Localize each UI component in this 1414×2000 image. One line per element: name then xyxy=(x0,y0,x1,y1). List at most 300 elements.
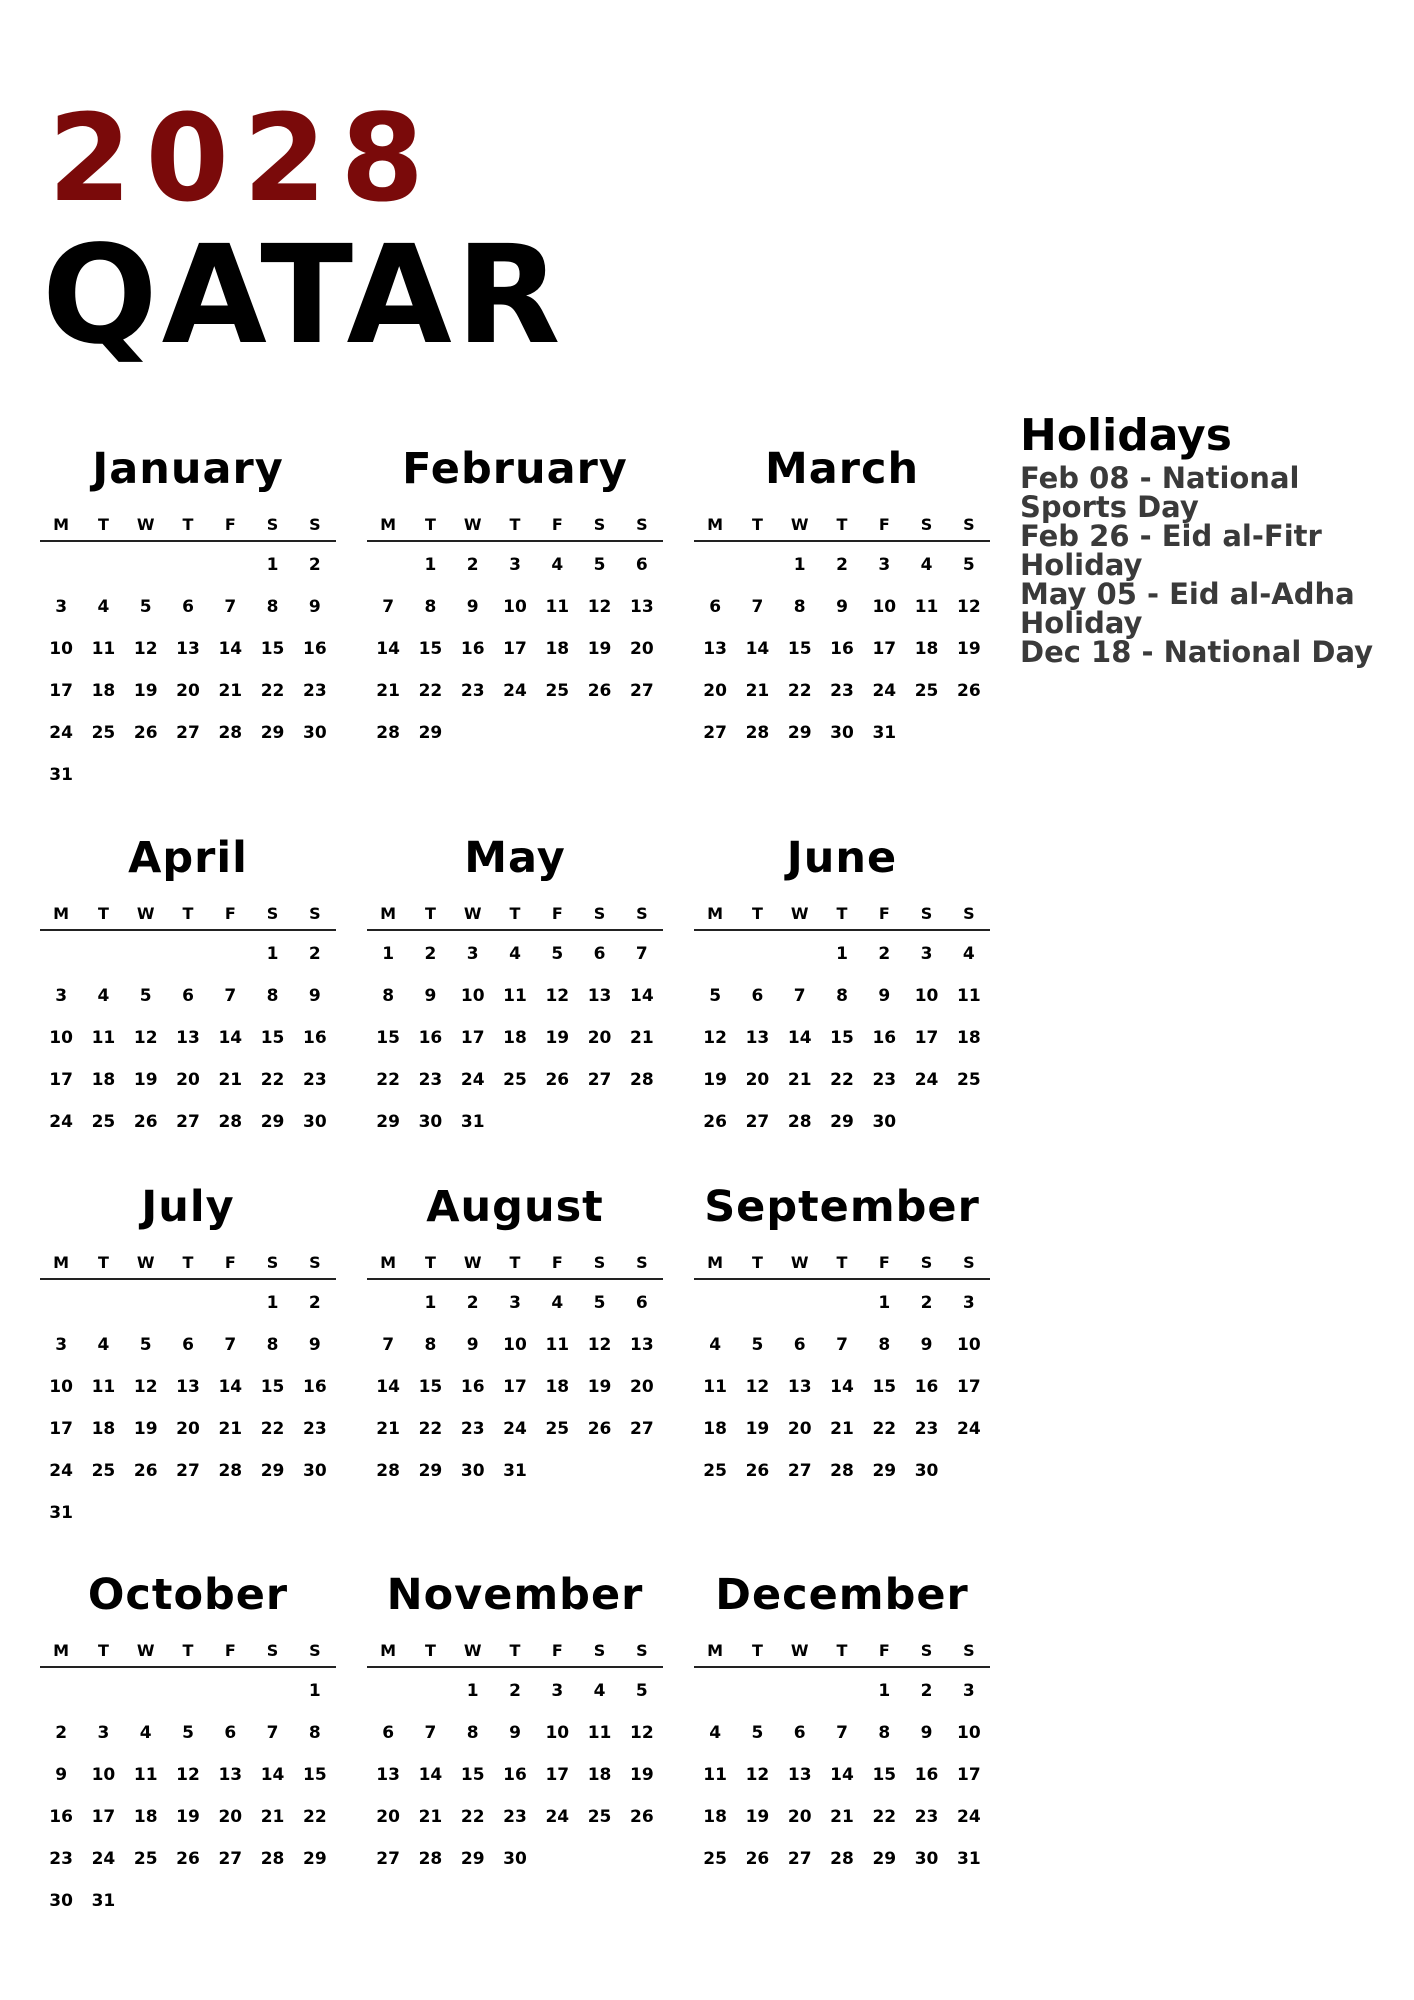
day-cell: 12 xyxy=(587,1335,612,1355)
day-cell: 16 xyxy=(49,1807,73,1827)
holiday-item: Dec 18 - National Day xyxy=(1020,635,1374,670)
day-cell: 28 xyxy=(218,1461,243,1481)
weekday-label: T xyxy=(509,1253,521,1272)
day-cell: 28 xyxy=(376,1461,400,1481)
month-name: December xyxy=(715,1570,969,1620)
day-cell: 3 xyxy=(920,944,933,964)
weekday-label: F xyxy=(551,1641,563,1660)
day-cell: 30 xyxy=(460,1461,485,1481)
day-cell: 16 xyxy=(418,1028,443,1048)
day-cell: 29 xyxy=(260,1112,285,1132)
day-cell: 7 xyxy=(836,1335,848,1355)
weekday-header xyxy=(694,1636,990,1668)
day-cell: 1 xyxy=(836,944,848,964)
day-cell: 2 xyxy=(55,1723,68,1743)
month-name: July xyxy=(141,1182,235,1232)
day-cell: 15 xyxy=(303,1765,327,1785)
day-cell: 27 xyxy=(176,1112,200,1132)
day-blank xyxy=(82,933,124,975)
weekday-label: W xyxy=(790,1641,809,1660)
month-october xyxy=(40,1566,336,1922)
day-cell: 10 xyxy=(545,1723,570,1743)
holiday-item: May 05 - Eid al-Adha Holiday xyxy=(1020,577,1355,641)
day-cell: 15 xyxy=(872,1377,897,1397)
day-cell: 28 xyxy=(830,1849,854,1869)
days-grid xyxy=(40,1670,336,1922)
day-cell: 5 xyxy=(593,1293,606,1313)
day-cell: 1 xyxy=(466,1681,479,1701)
day-cell: 5 xyxy=(139,986,152,1006)
day-blank xyxy=(125,933,167,975)
day-cell: 2 xyxy=(878,944,891,964)
day-cell: 29 xyxy=(872,1461,897,1481)
day-cell: 26 xyxy=(133,1461,158,1481)
day-cell: 29 xyxy=(260,723,285,743)
day-cell: 27 xyxy=(376,1849,400,1869)
day-blank xyxy=(251,1670,293,1712)
day-cell: 16 xyxy=(303,1028,327,1048)
day-cell: 10 xyxy=(503,597,527,617)
day-cell: 1 xyxy=(266,944,279,964)
day-cell: 7 xyxy=(224,986,237,1006)
day-cell: 20 xyxy=(587,1028,612,1048)
day-cell: 22 xyxy=(260,1419,285,1439)
day-blank xyxy=(167,1670,209,1712)
day-cell: 3 xyxy=(962,1293,975,1313)
day-cell: 20 xyxy=(703,681,727,701)
weekday-label: T xyxy=(424,904,436,923)
day-cell: 27 xyxy=(703,723,727,743)
day-cell: 25 xyxy=(503,1070,527,1090)
day-cell: 6 xyxy=(182,986,194,1006)
day-cell: 29 xyxy=(460,1849,485,1869)
day-cell: 21 xyxy=(787,1070,812,1090)
day-cell: 17 xyxy=(957,1765,981,1785)
day-cell: 28 xyxy=(418,1849,443,1869)
day-cell: 26 xyxy=(745,1849,770,1869)
month-name: May xyxy=(464,833,566,883)
holiday-item: Feb 26 - Eid al-Fitr Holiday xyxy=(1020,519,1322,583)
day-blank xyxy=(367,1282,409,1324)
day-cell: 10 xyxy=(460,986,485,1006)
weekday-label: S xyxy=(266,1641,279,1660)
weekday-label: F xyxy=(878,515,890,534)
day-blank xyxy=(694,1670,736,1712)
day-blank xyxy=(40,1670,82,1712)
day-cell: 18 xyxy=(133,1807,158,1827)
day-cell: 19 xyxy=(587,1377,612,1397)
day-cell: 26 xyxy=(703,1112,727,1132)
day-cell: 7 xyxy=(836,1723,848,1743)
day-blank xyxy=(167,544,209,586)
day-cell: 27 xyxy=(630,681,654,701)
day-cell: 21 xyxy=(630,1028,654,1048)
day-cell: 4 xyxy=(509,944,521,964)
day-blank xyxy=(736,1282,778,1324)
day-cell: 12 xyxy=(957,597,981,617)
day-cell: 17 xyxy=(914,1028,939,1048)
day-cell: 18 xyxy=(703,1807,727,1827)
day-cell: 2 xyxy=(920,1293,933,1313)
day-cell: 6 xyxy=(793,1723,806,1743)
year-title: 2028 xyxy=(48,90,438,229)
day-cell: 3 xyxy=(55,986,68,1006)
day-cell: 3 xyxy=(55,1335,68,1355)
weekday-label: S xyxy=(309,904,321,923)
weekday-label: T xyxy=(97,515,109,534)
day-cell: 16 xyxy=(914,1765,939,1785)
day-cell: 7 xyxy=(382,597,395,617)
day-cell: 6 xyxy=(793,1335,806,1355)
day-blank xyxy=(40,933,82,975)
day-cell: 11 xyxy=(587,1723,612,1743)
weekday-label: F xyxy=(551,1253,563,1272)
weekday-label: S xyxy=(309,1253,321,1272)
holidays-panel xyxy=(1020,410,1390,670)
day-cell: 31 xyxy=(91,1891,116,1911)
day-cell: 26 xyxy=(133,723,158,743)
days-grid xyxy=(694,544,990,754)
weekday-label: T xyxy=(424,515,436,534)
day-cell: 8 xyxy=(424,1335,437,1355)
day-cell: 25 xyxy=(703,1849,727,1869)
day-cell: 12 xyxy=(587,597,612,617)
day-cell: 24 xyxy=(957,1419,981,1439)
weekday-label: T xyxy=(97,1253,109,1272)
day-cell: 12 xyxy=(176,1765,200,1785)
day-cell: 3 xyxy=(509,555,521,575)
weekday-label: W xyxy=(790,904,809,923)
day-cell: 24 xyxy=(49,1461,73,1481)
days-grid xyxy=(367,1670,663,1880)
days-grid xyxy=(694,1670,990,1880)
day-cell: 1 xyxy=(382,944,395,964)
day-cell: 24 xyxy=(503,1419,527,1439)
day-cell: 11 xyxy=(503,986,527,1006)
day-cell: 7 xyxy=(224,1335,237,1355)
day-cell: 7 xyxy=(751,597,764,617)
weekday-label: W xyxy=(463,515,482,534)
day-cell: 13 xyxy=(745,1028,770,1048)
day-blank xyxy=(736,1670,778,1712)
month-january xyxy=(40,440,336,796)
day-cell: 8 xyxy=(266,597,279,617)
day-cell: 8 xyxy=(382,986,395,1006)
day-cell: 21 xyxy=(376,681,400,701)
day-cell: 13 xyxy=(787,1377,812,1397)
day-cell: 10 xyxy=(49,1028,73,1048)
day-cell: 10 xyxy=(91,1765,116,1785)
day-cell: 29 xyxy=(787,723,812,743)
day-cell: 22 xyxy=(787,681,812,701)
day-cell: 30 xyxy=(49,1891,73,1911)
day-cell: 14 xyxy=(830,1765,854,1785)
day-cell: 4 xyxy=(593,1681,606,1701)
day-cell: 26 xyxy=(133,1112,158,1132)
day-cell: 10 xyxy=(957,1723,981,1743)
month-june xyxy=(694,829,990,1143)
day-cell: 30 xyxy=(872,1112,897,1132)
day-cell: 28 xyxy=(376,723,400,743)
weekday-label: M xyxy=(380,515,397,534)
day-cell: 11 xyxy=(545,597,570,617)
day-cell: 1 xyxy=(308,1681,321,1701)
weekday-label: M xyxy=(707,1253,724,1272)
day-cell: 26 xyxy=(587,681,612,701)
day-cell: 26 xyxy=(176,1849,200,1869)
weekday-label: F xyxy=(551,515,563,534)
day-cell: 24 xyxy=(914,1070,939,1090)
weekday-label: S xyxy=(593,1641,606,1660)
day-cell: 6 xyxy=(224,1723,237,1743)
weekday-label: W xyxy=(136,1253,155,1272)
day-cell: 21 xyxy=(260,1807,285,1827)
weekday-label: F xyxy=(878,1641,890,1660)
day-cell: 1 xyxy=(424,1293,437,1313)
day-cell: 29 xyxy=(418,1461,443,1481)
day-blank xyxy=(409,1670,451,1712)
day-cell: 4 xyxy=(709,1723,722,1743)
days-grid xyxy=(40,544,336,796)
day-cell: 3 xyxy=(962,1681,975,1701)
day-blank xyxy=(40,544,82,586)
day-blank xyxy=(694,1282,736,1324)
days-grid xyxy=(694,1282,990,1492)
day-cell: 13 xyxy=(630,1335,654,1355)
day-cell: 25 xyxy=(91,1461,116,1481)
day-cell: 30 xyxy=(303,723,327,743)
day-cell: 1 xyxy=(266,1293,279,1313)
day-cell: 21 xyxy=(218,1419,243,1439)
day-cell: 25 xyxy=(133,1849,158,1869)
day-cell: 11 xyxy=(133,1765,158,1785)
day-cell: 16 xyxy=(460,639,485,659)
weekday-label: F xyxy=(224,1641,236,1660)
weekday-label: M xyxy=(380,1253,397,1272)
day-blank xyxy=(209,933,251,975)
weekday-header xyxy=(40,899,336,931)
day-cell: 17 xyxy=(49,1419,73,1439)
day-blank xyxy=(125,544,167,586)
weekday-label: W xyxy=(136,515,155,534)
day-cell: 17 xyxy=(503,639,527,659)
weekday-header xyxy=(367,899,663,931)
weekday-header xyxy=(367,510,663,542)
day-cell: 9 xyxy=(920,1335,933,1355)
day-cell: 6 xyxy=(709,597,722,617)
day-cell: 5 xyxy=(709,986,722,1006)
day-cell: 2 xyxy=(466,1293,479,1313)
day-cell: 23 xyxy=(872,1070,897,1090)
day-cell: 17 xyxy=(545,1765,570,1785)
day-cell: 4 xyxy=(551,555,564,575)
day-cell: 7 xyxy=(635,944,648,964)
day-cell: 15 xyxy=(418,639,443,659)
weekday-label: T xyxy=(751,1641,763,1660)
day-cell: 14 xyxy=(376,639,400,659)
day-cell: 17 xyxy=(49,1070,73,1090)
day-cell: 19 xyxy=(587,639,612,659)
day-cell: 23 xyxy=(303,681,327,701)
day-cell: 6 xyxy=(182,1335,194,1355)
weekday-label: S xyxy=(309,515,321,534)
weekday-label: W xyxy=(790,515,809,534)
month-december xyxy=(694,1566,990,1880)
day-cell: 2 xyxy=(509,1681,521,1701)
weekday-label: S xyxy=(920,1641,933,1660)
day-cell: 19 xyxy=(133,1419,158,1439)
day-cell: 25 xyxy=(957,1070,981,1090)
day-cell: 28 xyxy=(745,723,770,743)
day-cell: 12 xyxy=(630,1723,654,1743)
day-cell: 16 xyxy=(460,1377,485,1397)
day-cell: 29 xyxy=(260,1461,285,1481)
day-cell: 30 xyxy=(303,1112,327,1132)
month-name: August xyxy=(426,1182,604,1232)
day-cell: 27 xyxy=(587,1070,612,1090)
day-cell: 22 xyxy=(460,1807,485,1827)
day-cell: 20 xyxy=(630,639,654,659)
day-cell: 3 xyxy=(878,555,891,575)
day-cell: 7 xyxy=(793,986,806,1006)
day-cell: 31 xyxy=(49,1503,73,1523)
day-cell: 16 xyxy=(303,639,327,659)
day-cell: 14 xyxy=(260,1765,285,1785)
day-cell: 27 xyxy=(630,1419,654,1439)
day-cell: 28 xyxy=(218,723,243,743)
day-cell: 2 xyxy=(920,1681,933,1701)
weekday-label: T xyxy=(836,1641,848,1660)
days-grid xyxy=(367,933,663,1143)
day-cell: 12 xyxy=(745,1377,770,1397)
day-cell: 12 xyxy=(133,1377,158,1397)
day-cell: 10 xyxy=(872,597,897,617)
month-name: October xyxy=(87,1570,289,1620)
weekday-label: W xyxy=(463,1253,482,1272)
day-cell: 11 xyxy=(914,597,939,617)
weekday-label: S xyxy=(593,515,606,534)
day-cell: 8 xyxy=(878,1723,891,1743)
weekday-label: T xyxy=(182,515,194,534)
day-cell: 5 xyxy=(635,1681,648,1701)
day-cell: 23 xyxy=(49,1849,73,1869)
day-cell: 15 xyxy=(787,639,812,659)
day-cell: 9 xyxy=(308,597,321,617)
day-cell: 11 xyxy=(703,1765,727,1785)
weekday-header xyxy=(40,1636,336,1668)
day-cell: 9 xyxy=(55,1765,68,1785)
day-cell: 26 xyxy=(630,1807,654,1827)
day-cell: 26 xyxy=(587,1419,612,1439)
day-cell: 22 xyxy=(872,1419,897,1439)
day-blank xyxy=(40,1282,82,1324)
weekday-label: T xyxy=(509,515,521,534)
day-cell: 7 xyxy=(424,1723,437,1743)
day-cell: 18 xyxy=(703,1419,727,1439)
day-cell: 13 xyxy=(703,639,727,659)
day-cell: 21 xyxy=(418,1807,443,1827)
day-cell: 8 xyxy=(424,597,437,617)
day-cell: 13 xyxy=(587,986,612,1006)
weekday-label: M xyxy=(53,1641,70,1660)
day-cell: 4 xyxy=(551,1293,564,1313)
day-cell: 19 xyxy=(133,681,158,701)
weekday-label: W xyxy=(136,904,155,923)
day-cell: 15 xyxy=(376,1028,400,1048)
day-cell: 6 xyxy=(635,1293,648,1313)
day-cell: 18 xyxy=(545,639,570,659)
day-cell: 15 xyxy=(260,1028,285,1048)
day-cell: 20 xyxy=(787,1807,812,1827)
month-name: February xyxy=(402,444,628,494)
weekday-label: S xyxy=(963,1253,975,1272)
weekday-label: T xyxy=(182,1641,194,1660)
day-cell: 9 xyxy=(920,1723,933,1743)
day-cell: 28 xyxy=(260,1849,285,1869)
day-cell: 25 xyxy=(91,1112,116,1132)
weekday-label: T xyxy=(836,904,848,923)
day-cell: 25 xyxy=(545,1419,570,1439)
day-cell: 13 xyxy=(787,1765,812,1785)
weekday-label: M xyxy=(53,515,70,534)
day-cell: 24 xyxy=(872,681,897,701)
day-cell: 16 xyxy=(830,639,854,659)
day-cell: 13 xyxy=(176,1028,200,1048)
day-cell: 5 xyxy=(593,555,606,575)
day-cell: 18 xyxy=(914,639,939,659)
country-title: QATAR xyxy=(42,217,565,375)
day-cell: 27 xyxy=(745,1112,770,1132)
weekday-label: T xyxy=(424,1641,436,1660)
day-cell: 18 xyxy=(587,1765,612,1785)
day-cell: 16 xyxy=(503,1765,527,1785)
day-cell: 5 xyxy=(139,1335,152,1355)
day-cell: 8 xyxy=(836,986,848,1006)
day-cell: 14 xyxy=(830,1377,854,1397)
day-blank xyxy=(367,544,409,586)
day-cell: 14 xyxy=(787,1028,812,1048)
day-blank xyxy=(821,1282,863,1324)
weekday-header xyxy=(694,1248,990,1280)
day-cell: 14 xyxy=(376,1377,400,1397)
days-grid xyxy=(40,1282,336,1534)
day-cell: 3 xyxy=(509,1293,521,1313)
day-cell: 22 xyxy=(260,681,285,701)
day-cell: 2 xyxy=(308,555,321,575)
weekday-label: T xyxy=(97,1641,109,1660)
day-cell: 18 xyxy=(91,1070,116,1090)
day-cell: 14 xyxy=(418,1765,443,1785)
day-cell: 23 xyxy=(830,681,854,701)
weekday-label: F xyxy=(224,515,236,534)
day-cell: 15 xyxy=(418,1377,443,1397)
weekday-label: T xyxy=(509,904,521,923)
weekday-label: T xyxy=(836,1253,848,1272)
days-grid xyxy=(367,1282,663,1492)
day-cell: 22 xyxy=(418,681,443,701)
day-blank xyxy=(694,544,736,586)
weekday-label: S xyxy=(636,515,648,534)
day-cell: 2 xyxy=(836,555,848,575)
day-cell: 29 xyxy=(872,1849,897,1869)
days-grid xyxy=(694,933,990,1143)
weekday-label: M xyxy=(53,1253,70,1272)
day-cell: 9 xyxy=(466,597,479,617)
day-cell: 8 xyxy=(466,1723,479,1743)
day-cell: 23 xyxy=(460,1419,485,1439)
day-cell: 24 xyxy=(503,681,527,701)
day-cell: 15 xyxy=(260,1377,285,1397)
